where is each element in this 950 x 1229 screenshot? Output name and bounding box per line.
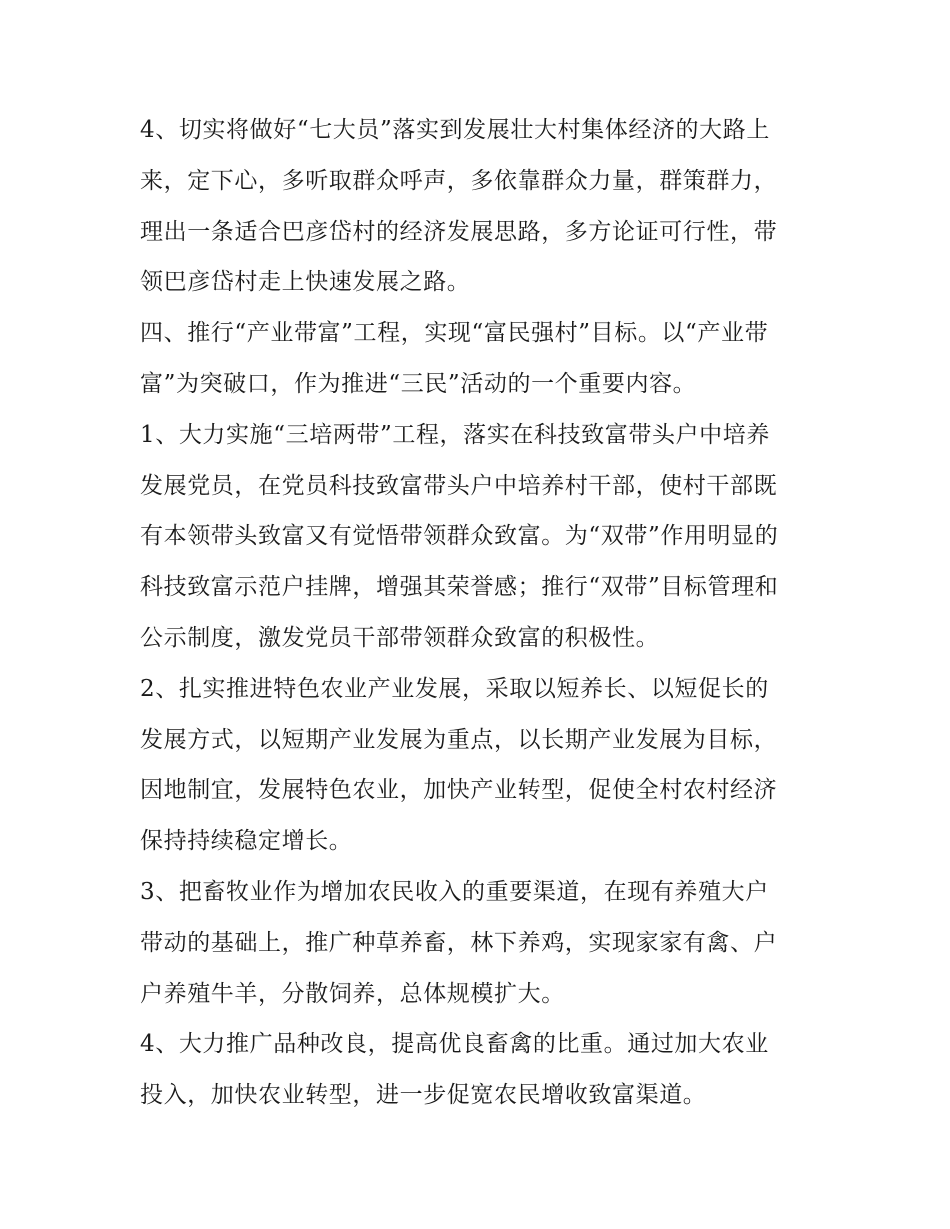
text-line: 四、推行“产业带富”工程，实现“富民强村”目标。以“产业带 [140,320,769,347]
text-line: 户养殖牛羊，分散饲养，总体规模扩大。 [140,980,565,1007]
paragraph-item-4-breed-improvement [140,1019,820,1121]
paragraph-item-3 [140,867,820,1019]
text-line: 4、切实将做好“七大员”落实到发展壮大村集体经济的大路上 [140,117,770,143]
text-line: 2、扎实推进特色农业产业发展，采取以短养长、以短促长的 [140,675,769,702]
text-line: 科技致富示范户挂牌，增强其荣誉感；推行“双带”目标管理和 [140,574,779,601]
paragraph-item-1 [140,410,820,664]
paragraph-item-4-seven-members [140,105,820,308]
text-line: 保持持续稳定增长。 [140,828,353,855]
text-line: 富”为突破口，作为推进“三民”活动的一个重要内容。 [140,370,697,397]
text-line: 公示制度，激发党员干部带领群众致富的积极性。 [140,624,660,651]
text-line: 理出一条适合巴彦岱村的经济发展思路，多方论证可行性，带 [140,218,778,245]
paragraph-item-2 [140,664,820,867]
text-line: 领巴彦岱村走上快速发展之路。 [140,269,471,296]
text-line: 投入，加快农业转型，进一步促宽农民增收致富渠道。 [140,1082,707,1109]
text-line: 发展方式，以短期产业发展为重点，以长期产业发展为目标， [140,726,778,753]
document-body [140,105,820,1121]
section-heading-four [140,308,820,410]
text-line: 1、大力实施“三培两带”工程，落实在科技致富带头户中培养 [140,421,770,448]
text-line: 3、把畜牧业作为增加农民收入的重要渠道，在现有养殖大户 [140,878,769,905]
text-line: 有本领带头致富又有觉悟带领群众致富。为“双带”作用明显的 [140,523,779,550]
text-line: 来，定下心，多听取群众呼声，多依靠群众力量，群策群力， [140,167,778,194]
text-line: 因地制宜，发展特色农业，加快产业转型，促使全村农村经济 [140,777,778,804]
text-line: 4、大力推广品种改良，提高优良畜禽的比重。通过加大农业 [140,1031,769,1058]
text-line: 发展党员，在党员科技致富带头户中培养村干部，使村干部既 [140,472,778,499]
text-line: 带动的基础上，推广种草养畜，林下养鸡，实现家家有禽、户 [140,929,778,956]
